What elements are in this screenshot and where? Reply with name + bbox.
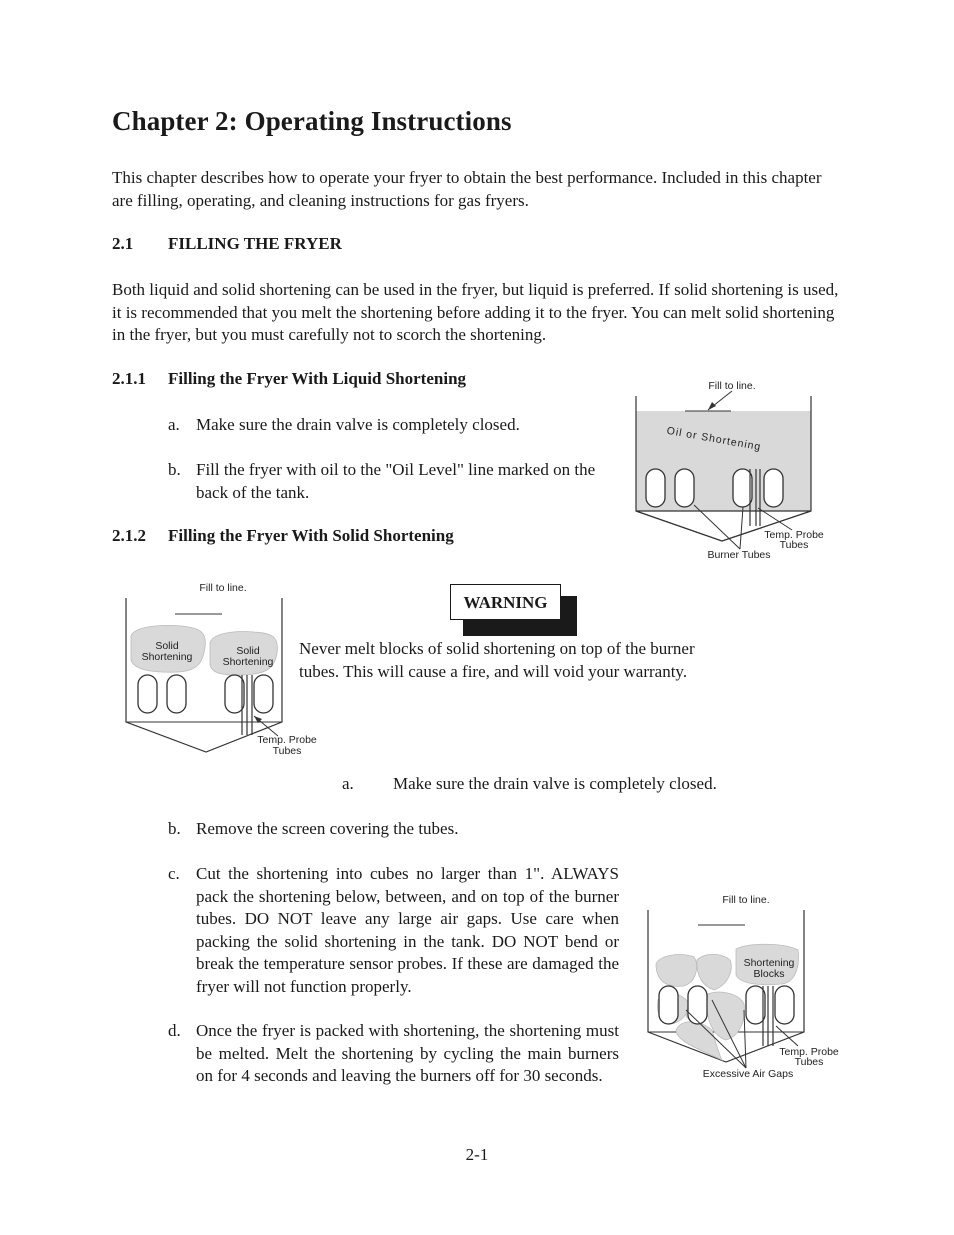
solid-step-b-marker: b. bbox=[168, 819, 181, 838]
fig3-blocks-label-2: Blocks bbox=[753, 968, 785, 980]
chapter-title: Chapter 2: Operating Instructions bbox=[112, 106, 512, 136]
solid-step-b-text: Remove the screen covering the tubes. bbox=[196, 819, 459, 838]
fig2-solid2-label: Solid bbox=[236, 645, 260, 657]
step-b-text: Fill the fryer with oil to the "Oil Level" line marked on the back of the tank. bbox=[196, 460, 596, 502]
fig3-gaps-label: Excessive Air Gaps bbox=[702, 1068, 794, 1080]
fig2-probe-label-2: Tubes bbox=[272, 745, 302, 757]
fig1-probe-label-2: Tubes bbox=[779, 539, 809, 551]
fig1-fill-label: Fill to line. bbox=[708, 380, 756, 392]
step-b-marker: b. bbox=[168, 460, 181, 479]
section-2-1-number: 2.1 bbox=[112, 234, 134, 253]
fig1-probe-label: Temp. Probe bbox=[764, 529, 824, 541]
fig2-solid1-label: Solid bbox=[155, 640, 179, 652]
section-2-1-1-title: Filling the Fryer With Liquid Shortening bbox=[168, 369, 467, 388]
solid-step-a-text: Make sure the drain valve is completely closed. bbox=[393, 774, 717, 793]
burner-tube bbox=[746, 986, 765, 1024]
solid-step-c-marker: c. bbox=[168, 864, 180, 883]
section-2-1-1-number: 2.1.1 bbox=[112, 369, 146, 388]
section-2-1-2-number: 2.1.2 bbox=[112, 526, 146, 545]
fig3-blocks-label: Shortening bbox=[743, 957, 795, 969]
page-number: 2-1 bbox=[465, 1145, 489, 1164]
solid-step-d-text: Once the fryer is packed with shortening, the shortening must be melted. Melt the shortening by cycling the main burners on for 4 seconds and leaving the burners off for 30 seconds. bbox=[196, 1021, 619, 1085]
fig2-solid1-label-2: Shortening bbox=[141, 651, 193, 663]
section-2-1-body: Both liquid and solid shortening can be used in the fryer, but liquid is preferred. If solid shortening is used, it is recommended that you melt the shortening before adding it to the fryer. You can melt solid shortening in the fryer, but you must carefully not to scorch the shortening. bbox=[112, 280, 839, 344]
fig2-fill-label: Fill to line. bbox=[199, 582, 247, 594]
fig3-probe-label: Temp. Probe bbox=[779, 1046, 839, 1058]
solid-step-c-text: Cut the shortening into cubes no larger than 1". ALWAYS pack the shortening below, between, and on top of the burner tubes. DO NOT leave any large air gaps. Use care when packing the solid shortening in the tank. DO NOT bend or break the temperature sensor probes. If these are damaged the fryer will not function properly. bbox=[196, 864, 619, 996]
fig3-probe-label-2: Tubes bbox=[794, 1056, 824, 1068]
fig3-fill-label: Fill to line. bbox=[722, 894, 770, 906]
step-a-text: Make sure the drain valve is completely closed. bbox=[196, 415, 520, 434]
warning-title: WARNING bbox=[463, 593, 548, 612]
intro-paragraph: This chapter describes how to operate your fryer to obtain the best performance. Included in this chapter are filling, operating, and cleaning instructions for gas fryers. bbox=[112, 168, 822, 210]
warning-text: Never melt blocks of solid shortening on top of the burner tubes. This will cause a fire, and will void your warranty. bbox=[299, 639, 695, 681]
fig2-probe-label: Temp. Probe bbox=[257, 734, 317, 746]
solid-step-d-marker: d. bbox=[168, 1021, 181, 1040]
fig2-solid2-label-2: Shortening bbox=[222, 656, 274, 668]
fig1-oil-label: Oil or Shortening bbox=[665, 424, 763, 454]
fig1-burner-label: Burner Tubes bbox=[707, 549, 771, 561]
section-2-1-2-title: Filling the Fryer With Solid Shortening bbox=[168, 526, 454, 545]
solid-step-a-marker: a. bbox=[342, 774, 354, 793]
burner-tube bbox=[659, 986, 678, 1024]
section-2-1-title: FILLING THE FRYER bbox=[168, 234, 342, 253]
burner-tube bbox=[775, 986, 794, 1024]
burner-tube bbox=[688, 986, 707, 1024]
step-a-marker: a. bbox=[168, 415, 180, 434]
